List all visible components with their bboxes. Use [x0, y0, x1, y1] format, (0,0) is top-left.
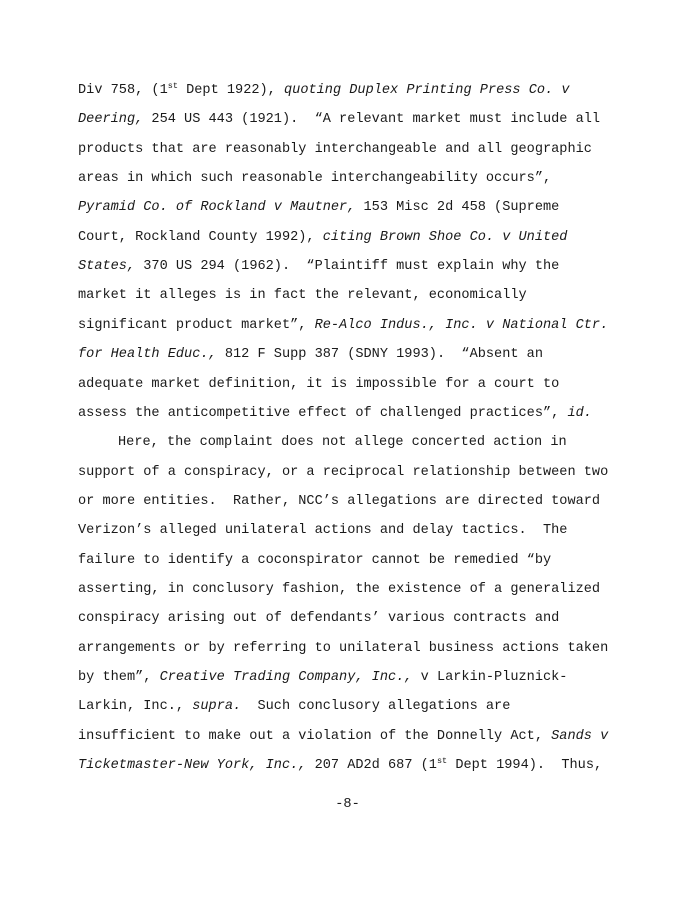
italic-citation: citing Brown Shoe Co. v United: [322, 229, 568, 245]
text-segment: market it alleges is in fact the relevant, economically: [78, 288, 527, 304]
text-segment: Such conclusory allegations are: [241, 699, 511, 715]
text-line: [78, 405, 592, 423]
text-segment: by them”,: [78, 670, 160, 685]
text-line: [78, 493, 600, 511]
text-line: [78, 522, 567, 540]
text-line: [78, 728, 608, 746]
text-segment: insufficient to make out a violation of the Donnelly Act,: [78, 728, 552, 744]
italic-citation: for Health Educ.,: [78, 347, 217, 363]
text-segment: adequate market definition, it is impossible for a court to: [78, 376, 560, 392]
text-segment: Dept 1994). Thus,: [447, 758, 603, 774]
text-line: [78, 698, 510, 716]
text-segment: arrangements or by referring to unilateral business actions taken: [78, 640, 609, 656]
superscript: st: [436, 756, 448, 767]
text-line: [78, 552, 551, 570]
text-segment: failure to identify a coconspirator cannot be remedied “by: [78, 552, 552, 568]
text-segment: asserting, in conclusory fashion, the existence of a generalized: [78, 581, 601, 597]
text-segment: assess the anticompetitive effect of challenged practices”,: [78, 405, 568, 421]
text-line: [78, 199, 559, 217]
italic-citation: Re-Alco Indus., Inc. v National Ctr.: [314, 317, 609, 333]
text-segment: v Larkin-Pluznick-: [412, 670, 568, 685]
text-line: [78, 464, 608, 482]
text-segment: areas in which such reasonable interchangeability occurs”,: [78, 171, 552, 187]
page-number: -8-: [335, 797, 360, 812]
text-line: [78, 757, 602, 775]
text-line: [78, 317, 608, 335]
italic-citation: States,: [78, 259, 136, 275]
text-line: [78, 376, 559, 394]
text-segment: significant product market”,: [78, 317, 315, 333]
italic-citation: Sands v: [551, 728, 609, 744]
text-line: [118, 434, 567, 452]
text-segment: 254 US 443 (1921). “A relevant market must include all: [143, 112, 601, 128]
text-segment: Dept 1922),: [177, 83, 284, 98]
text-segment: products that are reasonably interchangeable and all geographic: [78, 141, 592, 157]
text-line: [78, 170, 551, 188]
text-segment: or more entities. Rather, NCC’s allegations are directed toward: [78, 493, 601, 509]
text-line: [78, 258, 559, 276]
text-segment: 370 US 294 (1962). “Plaintiff must explain why the: [135, 259, 560, 275]
text-segment: Larkin, Inc.,: [78, 699, 193, 715]
text-line: [78, 640, 608, 658]
text-segment: 153 Misc 2d 458 (Supreme: [355, 200, 560, 216]
text-line: [78, 610, 559, 628]
text-line: [78, 669, 567, 687]
italic-citation: Pyramid Co. of Rockland v Mautner,: [78, 200, 356, 216]
text-segment: Court, Rockland County 1992),: [78, 229, 323, 245]
text-segment: Verizon’s alleged unilateral actions and delay tactics. The: [78, 523, 568, 539]
italic-citation: supra.: [192, 699, 242, 715]
italic-citation: Ticketmaster-New York, Inc.,: [78, 758, 307, 774]
text-line: [78, 287, 527, 305]
text-line: [78, 82, 570, 100]
italic-citation: Deering,: [78, 112, 144, 128]
text-line: [78, 581, 600, 599]
italic-citation: Creative Trading Company, Inc.,: [159, 670, 413, 685]
text-segment: support of a conspiracy, or a reciprocal relationship between two: [78, 464, 609, 480]
italic-citation: quoting Duplex Printing Press Co. v: [284, 83, 570, 98]
text-segment: 207 AD2d 687 (1: [306, 758, 437, 774]
italic-citation: id.: [567, 405, 592, 421]
text-line: [78, 141, 592, 159]
text-line: [78, 229, 567, 247]
text-line: [78, 111, 600, 129]
text-line: [78, 346, 543, 364]
text-segment: 812 F Supp 387 (SDNY 1993). “Absent an: [216, 347, 543, 363]
text-segment: conspiracy arising out of defendants’ various contracts and: [78, 611, 560, 627]
text-segment: Div 758, (1: [78, 83, 168, 98]
text-segment: Here, the complaint does not allege concerted action in: [118, 435, 567, 451]
superscript: st: [167, 81, 178, 91]
